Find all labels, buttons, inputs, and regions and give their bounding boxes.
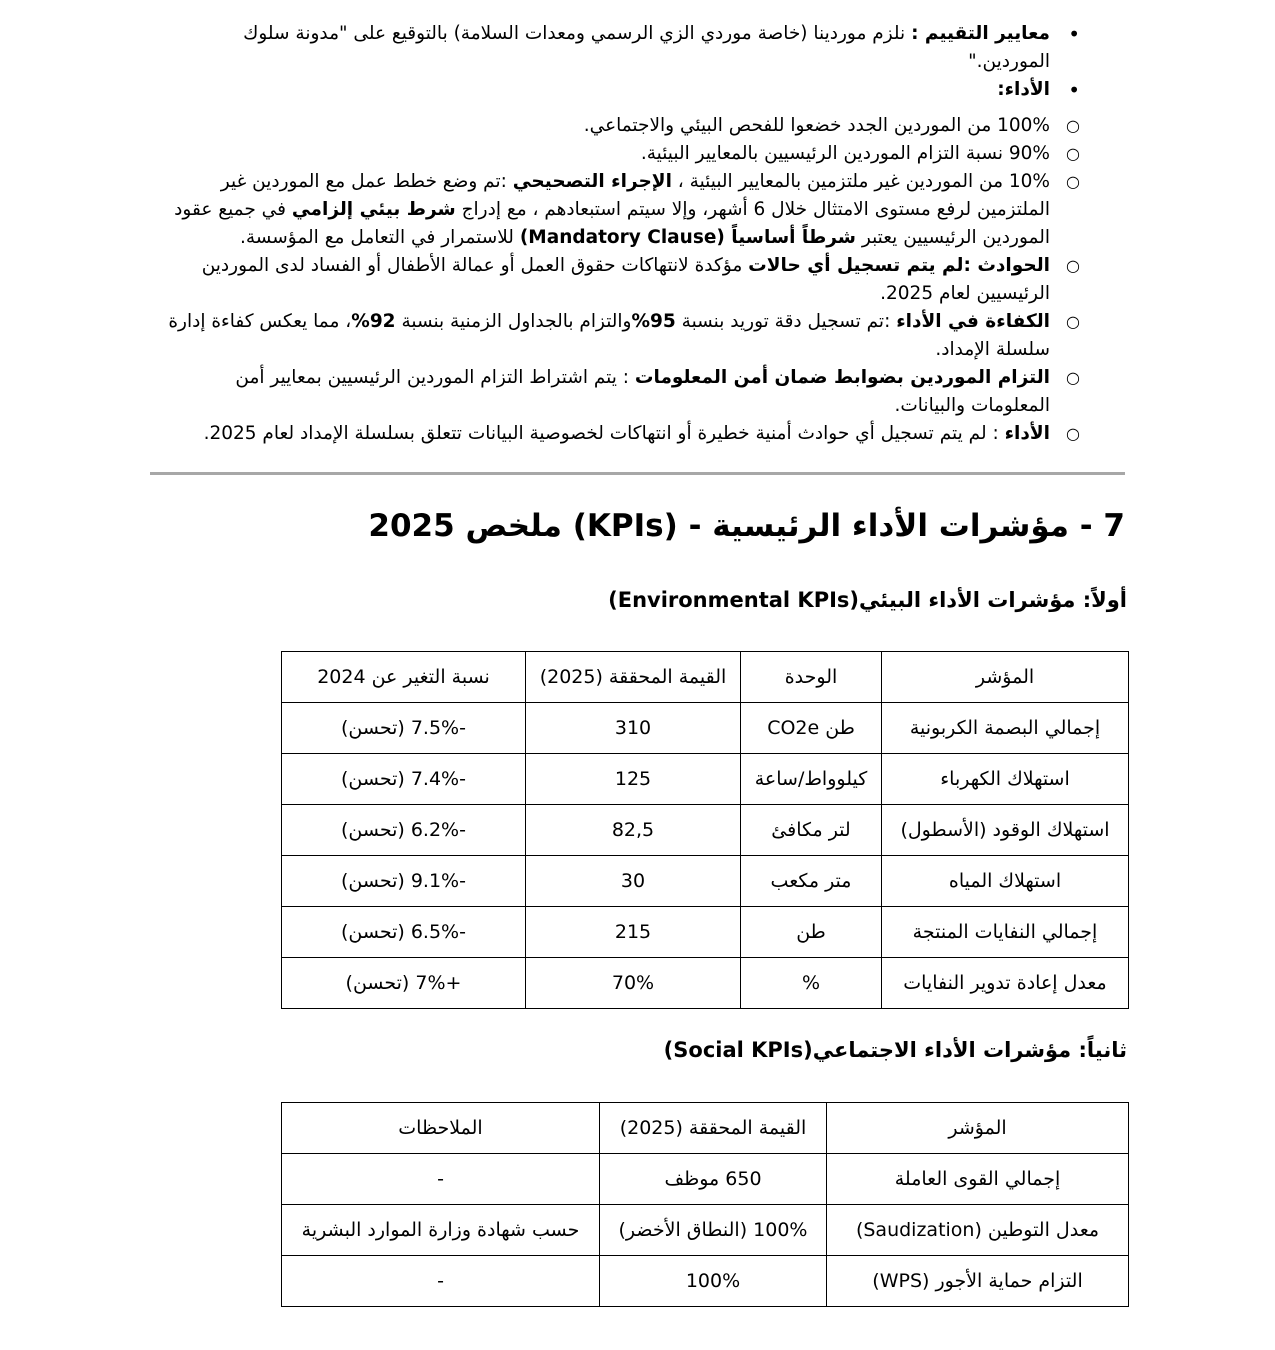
item-bold: 92% <box>351 311 396 332</box>
list-item <box>215 76 1080 104</box>
circle-bullet-icon: ○ <box>1066 172 1080 191</box>
item-text: ، مما يعكس كفاءة إدارة سلسلة الإمداد. <box>168 311 1050 360</box>
item-bold: شرط بيئي إلزامي <box>291 199 456 220</box>
circle-bullet-icon: ○ <box>1066 424 1080 443</box>
table-cell: -7.4% (تحسن) <box>282 754 526 805</box>
item-text: 10% من الموردين غير ملتزمين بالمعايير البيئية ، <box>671 171 1050 192</box>
table-row <box>282 1256 1129 1307</box>
table-cell: طن CO2e <box>741 703 882 754</box>
table-cell: طن <box>741 907 882 958</box>
item-bold: 95% <box>631 311 676 332</box>
table-row <box>282 703 1129 754</box>
table-cell: 125 <box>526 754 741 805</box>
environmental-title: أولاً: مؤشرات الأداء البيئي(Environmental KPIs) <box>608 588 1127 612</box>
column-header: القيمة المحققة (2025) <box>600 1103 827 1154</box>
table-cell: - <box>282 1154 600 1205</box>
item-bold: الإجراء التصحيحي <box>512 171 672 192</box>
circle-bullet-icon: ○ <box>1066 312 1080 331</box>
table-header-row <box>282 652 1129 703</box>
item-bold: الأداء <box>1004 423 1050 444</box>
environmental-kpi-table <box>281 651 1129 1009</box>
item-bold: شرطاً أساسياً (Mandatory Clause) <box>519 227 856 248</box>
list-item <box>215 20 1080 76</box>
item-text: 100% من الموردين الجدد خضعوا للفحص البيئي والاجتماعي. <box>583 115 1050 136</box>
social-kpi-table <box>281 1102 1129 1307</box>
list-item <box>160 308 1080 364</box>
table-cell: التزام حماية الأجور (WPS) <box>827 1256 1129 1307</box>
bullet-icon: • <box>1068 78 1080 102</box>
table-row <box>282 1205 1129 1256</box>
social-title: ثانياً: مؤشرات الأداء الاجتماعي(Social KPIs) <box>663 1038 1127 1062</box>
section-heading: 7 - مؤشرات الأداء الرئيسية - (KPIs) ملخص 2025 <box>368 508 1125 544</box>
table-cell: إجمالي البصمة الكربونية <box>882 703 1129 754</box>
list-item <box>160 252 1080 308</box>
table-row <box>282 856 1129 907</box>
list-item <box>160 168 1080 252</box>
table-cell: إجمالي القوى العاملة <box>827 1154 1129 1205</box>
table-cell: معدل التوطين (Saudization) <box>827 1205 1129 1256</box>
list-item <box>160 112 1080 140</box>
item-text: في جميع عقود الموردين الرئيسيين يعتبر <box>174 199 1050 248</box>
circle-bullet-icon: ○ <box>1066 256 1080 275</box>
table-cell: لتر مكافئ <box>741 805 882 856</box>
item-bold: الكفاءة في الأداء <box>896 311 1050 332</box>
circle-bullet-icon: ○ <box>1066 368 1080 387</box>
table-row <box>282 907 1129 958</box>
table-cell: -6.5% (تحسن) <box>282 907 526 958</box>
item-text: نلزم موردينا (خاصة موردي الزي الرسمي ومعدات السلامة) بالتوقيع على "مدونة سلوك الموردين." <box>243 23 1050 72</box>
table-cell: -7.5% (تحسن) <box>282 703 526 754</box>
table-cell: +7% (تحسن) <box>282 958 526 1009</box>
item-label: معايير التقييم : <box>911 23 1050 44</box>
table-cell: -9.1% (تحسن) <box>282 856 526 907</box>
table-cell: 30 <box>526 856 741 907</box>
table-cell: 310 <box>526 703 741 754</box>
table-cell: 70% <box>526 958 741 1009</box>
item-text: :تم وضع خطط عمل مع الموردين غير الملتزمين لرفع مستوى الامتثال خلال 6 أشهر، وإلا سيتم استبعادهم ، مع إدراج <box>220 171 1050 220</box>
item-bold: التزام الموردين بضوابط ضمان أمن المعلومات <box>634 367 1050 388</box>
column-header: الملاحظات <box>282 1103 600 1154</box>
table-cell: إجمالي النفايات المنتجة <box>882 907 1129 958</box>
item-text: : لم يتم تسجيل أي حوادث أمنية خطيرة أو انتهاكات لخصوصية البيانات تتعلق بسلسلة الإمداد لعام 2025. <box>203 423 1005 444</box>
list-item <box>160 140 1080 168</box>
column-header: نسبة التغير عن 2024 <box>282 652 526 703</box>
column-header: الوحدة <box>741 652 882 703</box>
table-cell: حسب شهادة وزارة الموارد البشرية <box>282 1205 600 1256</box>
performance-list <box>160 112 1080 448</box>
column-header: المؤشر <box>882 652 1129 703</box>
evaluation-list <box>215 20 1080 104</box>
item-text: 90% نسبة التزام الموردين الرئيسيين بالمعايير البيئية. <box>640 143 1050 164</box>
table-row <box>282 754 1129 805</box>
item-text: والتزام بالجداول الزمنية بنسبة <box>395 311 632 332</box>
circle-bullet-icon: ○ <box>1066 144 1080 163</box>
table-cell: كيلوواط/ساعة <box>741 754 882 805</box>
item-text: مؤكدة لانتهاكات حقوق العمل أو عمالة الأطفال أو الفساد لدى الموردين الرئيسيين لعام 2025. <box>201 255 1050 304</box>
bullet-icon: • <box>1068 22 1080 46</box>
section-divider <box>150 472 1125 475</box>
list-item <box>160 364 1080 420</box>
table-cell: 215 <box>526 907 741 958</box>
item-label: الأداء: <box>997 79 1050 100</box>
item-text: :تم تسجيل دقة توريد بنسبة <box>675 311 897 332</box>
table-cell: 100% <box>600 1256 827 1307</box>
table-cell: متر مكعب <box>741 856 882 907</box>
table-cell: -6.2% (تحسن) <box>282 805 526 856</box>
table-row <box>282 805 1129 856</box>
table-cell: معدل إعادة تدوير النفايات <box>882 958 1129 1009</box>
table-cell: استهلاك الكهرباء <box>882 754 1129 805</box>
item-text: للاستمرار في التعامل مع المؤسسة. <box>239 227 520 248</box>
item-text: : يتم اشتراط التزام الموردين الرئيسيين بمعايير أمن المعلومات والبيانات. <box>235 367 1050 416</box>
table-header-row <box>282 1103 1129 1154</box>
table-cell: % <box>741 958 882 1009</box>
column-header: المؤشر <box>827 1103 1129 1154</box>
table-row <box>282 1154 1129 1205</box>
table-cell: 82,5 <box>526 805 741 856</box>
column-header: القيمة المحققة (2025) <box>526 652 741 703</box>
table-cell: استهلاك الوقود (الأسطول) <box>882 805 1129 856</box>
table-cell: - <box>282 1256 600 1307</box>
table-cell: 650 موظف <box>600 1154 827 1205</box>
circle-bullet-icon: ○ <box>1066 116 1080 135</box>
table-cell: استهلاك المياه <box>882 856 1129 907</box>
item-bold: الحوادث :لم يتم تسجيل أي حالات <box>748 255 1050 276</box>
list-item <box>160 420 1080 448</box>
table-row <box>282 958 1129 1009</box>
table-cell: 100% (النطاق الأخضر) <box>600 1205 827 1256</box>
